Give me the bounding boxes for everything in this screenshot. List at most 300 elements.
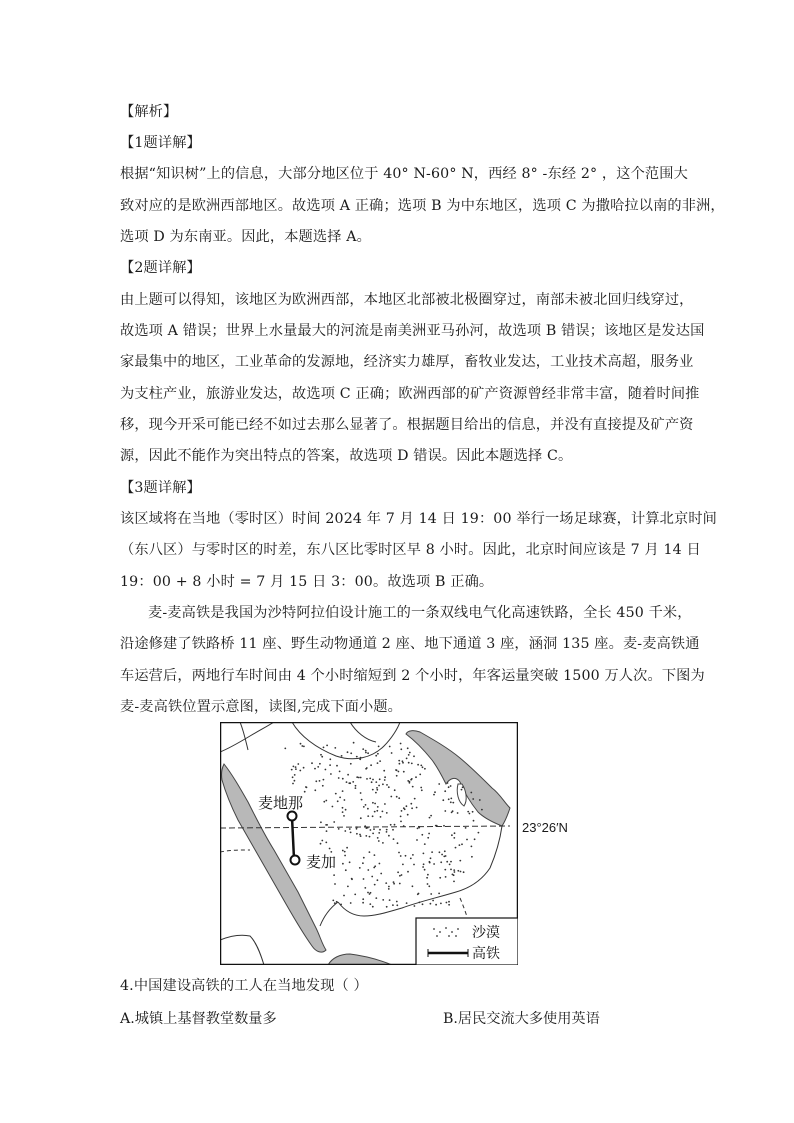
desert-dot [440,861,442,863]
desert-dot [420,765,422,767]
desert-dot [372,815,374,817]
desert-dot [414,798,416,800]
desert-dot [347,751,349,753]
desert-dot [412,786,414,788]
desert-dot [444,869,446,871]
desert-dot [291,769,293,771]
desert-dot [448,904,450,906]
analysis-header: 【解析】 [120,104,178,120]
desert-dot [411,807,413,809]
desert-dot [444,810,446,812]
desert-dot [364,887,366,889]
desert-dot [320,821,322,823]
desert-dot [399,875,401,877]
desert-dot [382,842,384,844]
desert-dot [339,797,341,799]
desert-dot [403,825,405,827]
desert-dot [354,894,356,896]
desert-dot [454,832,456,834]
desert-dot [374,803,376,805]
desert-dot [418,827,420,829]
desert-dot [382,899,384,901]
desert-dot [396,901,398,903]
question4-option-b[interactable]: B.居民交流大多使用英语 [443,1011,600,1027]
desert-dot [356,828,358,830]
desert-dot [407,814,409,816]
question4-option-a[interactable]: A.城镇上基督教堂数量多 [120,1011,277,1027]
desert-dot [459,844,461,846]
q1-line-2: 致对应的是欧洲西部地区。故选项 A 正确；选项 B 为中东地区，选项 C 为撒哈拉以南的非洲， [120,198,725,214]
desert-dot [419,774,421,776]
desert-dot [334,747,336,749]
desert-dot [443,825,445,827]
desert-dot [457,870,459,872]
desert-dot [359,758,361,760]
material-line-2: 沿途修建了铁路桥 11 座、野生动物通道 2 座、地下通道 3 座，涵洞 135 座。麦-麦高铁通 [120,636,700,652]
q2-line-4: 为支柱产业，旅游业发达，故选项 C 正确；欧洲西部的矿产资源曾经非常丰富，随着时间推 [120,386,700,402]
desert-dot [379,760,381,762]
desert-dot [311,762,313,764]
desert-dot [479,799,481,801]
desert-dot [440,903,442,905]
desert-dot [376,787,378,789]
desert-dot [374,811,376,813]
medina-label: 麦地那 [258,795,304,812]
desert-dot [407,871,409,873]
desert-dot [369,903,371,905]
desert-dot [367,808,369,810]
desert-dot [448,798,450,800]
desert-dot [413,864,415,866]
desert-dot [341,755,343,757]
desert-dot [388,886,390,888]
desert-dot [417,828,419,830]
desert-dot [439,851,441,853]
material-line-4: 麦-麦高铁位置示意图，读图,完成下面小题。 [120,699,403,715]
desert-dot [450,801,452,803]
medina-station [288,812,297,821]
desert-dot [406,902,408,904]
desert-dot [459,860,461,862]
desert-dot [329,764,331,766]
desert-dot [446,902,448,904]
desert-dot [394,789,396,791]
desert-dot [450,869,452,871]
q3-line-3: 19：00 + 8 小时 = 7 月 15 日 3：00。故选项 B 正确。 [120,574,494,590]
desert-dot [325,769,327,771]
desert-dot [400,855,402,857]
desert-dot [399,763,401,765]
desert-dot [403,771,405,773]
desert-dot [453,869,455,871]
desert-dot [378,840,380,842]
desert-dot [378,746,380,748]
desert-dot [349,861,351,863]
desert-dot [339,771,341,773]
desert-dot [428,833,430,835]
desert-dot [427,874,429,876]
desert-dot [362,898,364,900]
desert-dot [385,882,387,884]
q1-line-3: 选项 D 为东南亚。因此，本题选择 A。 [120,229,371,245]
desert-dot [402,760,404,762]
desert-dot [342,850,344,852]
desert-dot [300,743,302,745]
desert-dot [422,903,424,905]
desert-dot [345,869,347,871]
desert-dot [398,760,400,762]
desert-dot [338,777,340,779]
desert-dot [410,858,412,860]
desert-dot [347,774,349,776]
desert-dot [408,754,410,756]
desert-dot [419,902,421,904]
desert-dot [362,862,364,864]
desert-dot [433,863,435,865]
desert-dot [338,828,340,830]
desert-dot [367,869,369,871]
desert-dot [372,779,374,781]
desert-dot [369,778,371,780]
desert-dot [393,838,395,840]
desert-dot [356,756,358,758]
q2-header: 【2题详解】 [120,260,201,276]
desert-dot [386,831,388,833]
desert-dot [434,791,436,793]
desert-dot [371,781,373,783]
desert-dot [429,861,431,863]
desert-dot [377,837,379,839]
desert-dot [336,901,338,903]
desert-dot [388,888,390,890]
desert-dot [342,807,344,809]
desert-dot [422,766,424,768]
desert-dot [407,780,409,782]
desert-dot [363,806,365,808]
desert-dot [374,865,376,867]
desert-dot [478,832,480,834]
desert-dot [384,803,386,805]
desert-dot [314,789,316,791]
desert-dot [317,766,319,768]
desert-dot [453,837,455,839]
desert-dot [321,756,323,758]
desert-dot [343,895,345,897]
desert-dot [436,825,438,827]
desert-dot [376,810,378,812]
desert-dot [360,757,362,759]
desert-dot [450,861,452,863]
desert-dot [443,856,445,858]
desert-dot [386,784,388,786]
desert-dot [474,838,476,840]
desert-dot [454,871,456,873]
desert-dot [321,840,323,842]
desert-dot [406,758,408,760]
desert-dot [305,786,307,788]
desert-dot [295,766,297,768]
desert-dot [400,748,402,750]
desert-dot [334,902,336,904]
desert-dot [448,901,450,903]
mecca-label: 麦加 [306,854,337,871]
desert-dot [353,742,355,744]
desert-dot [470,792,472,794]
desert-dot [380,873,382,875]
desert-dot [367,752,369,754]
desert-dot [417,893,419,895]
desert-dot [335,793,337,795]
desert-dot [444,790,446,792]
desert-dot [452,802,454,804]
desert-dot [367,892,369,894]
desert-dot [361,799,363,801]
desert-dot [430,893,432,895]
desert-dot [350,763,352,765]
q2-line-5: 移，现今开采可能已经不如过去那么显著了。根据题目给出的信息，并没有直接提及矿产资 [120,417,694,433]
desert-dot [403,807,405,809]
desert-dot [471,856,473,858]
q2-line-1: 由上题可以得知，该地区为欧洲西部，本地区北部被北极圈穿过，南部未被北回归线穿过， [120,292,694,308]
desert-dot [415,776,417,778]
desert-dot [293,766,295,768]
desert-dot [393,881,395,883]
desert-dot [360,777,362,779]
desert-dot [314,768,316,770]
q2-line-3: 家最集中的地区，工业革命的发源地，经济实力雄厚，畜牧业发达，工业技术高超，服务业 [120,354,694,370]
desert-dot [411,778,413,780]
q2-line-2: 故选项 A 错误；世界上水量最大的河流是南美洲亚马孙河，故选项 B 错误；该地区是发达国 [120,323,705,339]
desert-dot [315,780,317,782]
desert-dot [319,763,321,765]
desert-dot [372,789,374,791]
desert-dot [294,780,296,782]
desert-dot [356,833,358,835]
desert-dot [442,799,444,801]
desert-dot [332,900,334,902]
desert-dot [360,817,362,819]
desert-dot [461,789,463,791]
desert-dot [390,796,392,798]
desert-dot [334,883,336,885]
desert-dot [396,796,398,798]
mecca-station [291,856,300,865]
desert-dot [346,847,348,849]
desert-dot [401,874,403,876]
desert-dot [301,745,303,747]
desert-dot [295,768,297,770]
desert-dot [333,874,335,876]
q1-header: 【1题详解】 [120,135,201,151]
desert-dot [450,798,452,800]
desert-dot [294,774,296,776]
desert-dot [365,835,367,837]
desert-dot [346,781,348,783]
desert-dot [461,843,463,845]
desert-dot [384,779,386,781]
desert-dot [421,789,423,791]
desert-dot [374,884,376,886]
desert-dot [329,758,331,760]
desert-dot [350,832,352,834]
question4-stem: 4.中国建设高铁的工人在当地发现（ ） [120,978,368,994]
desert-dot [453,874,455,876]
desert-dot [424,768,426,770]
desert-dot [377,762,379,764]
map-legend [416,918,518,965]
desert-dot [469,813,471,815]
desert-dot [383,770,385,772]
desert-dot [433,794,435,796]
desert-dot [451,834,453,836]
desert-dot [412,885,414,887]
desert-dot [358,777,360,779]
desert-dot [349,828,351,830]
desert-dot [388,835,390,837]
desert-dot [292,783,294,785]
desert-dot [320,754,322,756]
desert-dot [344,830,346,832]
desert-dot [342,778,344,780]
desert-dot [397,871,399,873]
desert-dot [375,781,377,783]
desert-dot [386,829,388,831]
desert-dot [481,809,483,811]
desert-dot [411,763,413,765]
desert-dot [344,851,346,853]
desert-dot [352,781,354,783]
desert-dot [389,899,391,901]
desert-dot [384,776,386,778]
desert-dot [359,834,361,836]
desert-dot [427,837,429,839]
desert-dot [322,785,324,787]
desert-dot [472,798,474,800]
q3-line-1: 该区域将在当地（零时区）时间 2024 年 7 月 14 日 19：00 举行一场足球赛，计算北京时间 [120,511,718,527]
desert-dot [323,779,325,781]
desert-dot [435,904,437,906]
desert-dot [337,800,339,802]
desert-dot [401,810,403,812]
desert-dot [377,879,379,881]
desert-dot [420,787,422,789]
desert-dot [377,753,379,755]
q3-header: 【3题详解】 [120,480,201,496]
desert-dot [304,791,306,793]
desert-dot [355,785,357,787]
desert-dot [332,806,334,808]
desert-dot [320,843,322,845]
desert-dot [382,783,384,785]
desert-dot [370,764,372,766]
desert-dot [439,877,441,879]
desert-dot [421,834,423,836]
latitude-label: 23°26′N [522,820,568,835]
desert-dot [355,787,357,789]
desert-dot [396,904,398,906]
desert-dot [359,867,361,869]
desert-dot [367,815,369,817]
desert-dot [416,807,418,809]
desert-dot [471,846,473,848]
desert-dot [406,805,408,807]
desert-dot [374,854,376,856]
desert-dot [377,806,379,808]
desert-dot [448,786,450,788]
desert-dot [428,885,430,887]
desert-dot [423,853,425,855]
desert-dot [303,767,305,769]
desert-dot [430,903,432,905]
desert-dot [379,829,381,831]
desert-dot [412,854,414,856]
desert-dot [336,765,338,767]
desert-dot [342,790,344,792]
desert-dot [394,824,396,826]
desert-dot [467,811,469,813]
desert-dot [424,869,426,871]
desert-dot [400,821,402,823]
q1-line-1: 根据“知识树”上的信息，大部分地区位于 40° N-60° N，西经 8° -东经 2° ，这个范围大 [120,166,688,182]
desert-dot [370,892,372,894]
desert-dot [416,839,418,841]
desert-dot [362,748,364,750]
desert-dot [343,815,345,817]
desert-dot [417,764,419,766]
desert-dot [408,762,410,764]
desert-dot [363,857,365,859]
desert-dot [450,785,452,787]
desert-dot [465,827,467,829]
desert-dot [365,750,367,752]
desert-dot [413,755,415,757]
desert-dot [453,881,455,883]
desert-dot [389,746,391,748]
desert-dot [444,850,446,852]
desert-dot [376,789,378,791]
legend-rail-label: 高铁 [472,945,500,961]
desert-dot [410,803,412,805]
desert-dot [422,866,424,868]
desert-dot [330,851,332,853]
desert-dot [356,776,358,778]
desert-dot [372,833,374,835]
desert-dot [438,893,440,895]
desert-dot [373,828,375,830]
desert-dot [438,783,440,785]
desert-dot [362,902,364,904]
desert-dot [365,768,367,770]
desert-dot [402,864,404,866]
desert-dot [460,871,462,873]
desert-dot [463,871,465,873]
legend-desert-label: 沙漠 [472,924,500,940]
desert-dot [441,854,443,856]
q2-line-6: 源，因此不能作为突出特点的答案，故选项 D 错误。因此本题选择 C。 [120,448,573,464]
material-line-1: 麦-麦高铁是我国为沙特阿拉伯设计施工的一条双线电气化高速铁路，全长 450 千米， [148,605,692,621]
desert-dot [292,776,294,778]
desert-dot [430,857,432,859]
desert-dot [400,816,402,818]
desert-dot [457,812,459,814]
desert-dot [371,876,373,878]
desert-dot [369,836,371,838]
desert-dot [325,842,327,844]
desert-dot [424,843,426,845]
desert-dot [414,905,416,907]
desert-dot [423,863,425,865]
desert-dot [449,864,451,866]
